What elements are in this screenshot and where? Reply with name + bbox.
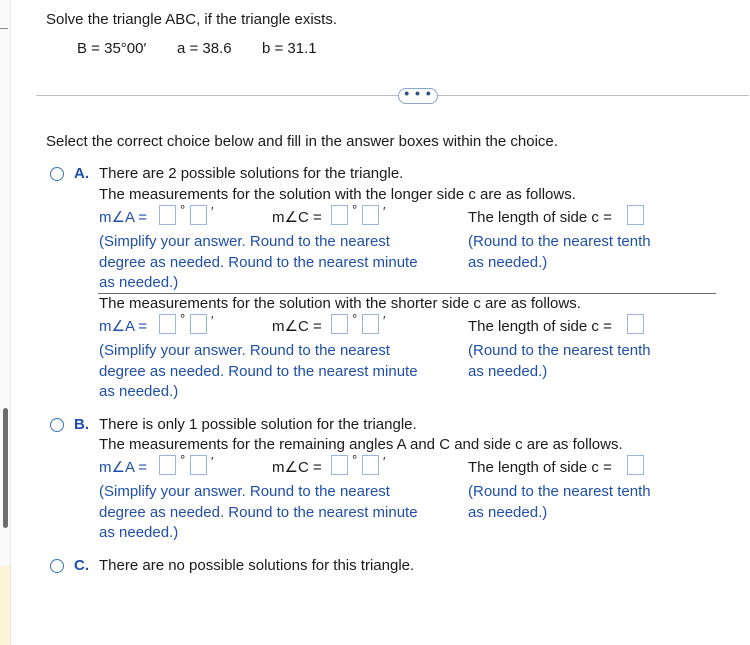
given-angle-b: B = 35°00′ (77, 40, 147, 57)
angle-hint-line3: as needed.) (99, 524, 179, 541)
choice-c-text: There are no possible solutions for this triangle. (99, 557, 415, 574)
length-hint-line2: as needed.) (468, 504, 548, 521)
choice-a-text: There are 2 possible solutions for the triangle. (99, 165, 404, 182)
a2-side-c-input[interactable] (627, 314, 644, 334)
section-divider (36, 95, 749, 96)
vertical-scrollbar[interactable] (3, 408, 8, 528)
degree-symbol: ° (352, 202, 358, 217)
ellipsis-icon: • • • (404, 85, 432, 101)
a2-angle-c-degrees-input[interactable] (331, 314, 348, 334)
degree-symbol: ° (180, 311, 186, 326)
choice-a-shorter-heading: The measurements for the solution with the shorter side c are as follows. (99, 295, 581, 312)
b-angle-c-degrees-input[interactable] (331, 455, 348, 475)
a2-angle-c-minutes-input[interactable] (362, 314, 379, 334)
angle-c-label: m∠C = (272, 318, 322, 335)
gutter-tick (0, 28, 8, 29)
angle-hint-line3: as needed.) (99, 383, 179, 400)
given-side-b: b = 31.1 (262, 40, 317, 57)
a1-angle-a-degrees-input[interactable] (159, 205, 176, 225)
length-c-label: The length of side c = (468, 209, 612, 226)
b-angle-a-degrees-input[interactable] (159, 455, 176, 475)
choice-a-letter: A. (74, 165, 89, 182)
choice-b-heading: The measurements for the remaining angles A and C and side c are as follows. (99, 436, 623, 453)
angle-hint-line3: as needed.) (99, 274, 179, 291)
b-side-c-input[interactable] (627, 455, 644, 475)
angle-a-label: m∠A = (99, 318, 148, 335)
degree-symbol: ° (180, 452, 186, 467)
length-hint-line1: (Round to the nearest tenth (468, 233, 651, 250)
gutter-highlight (0, 566, 10, 645)
length-c-label: The length of side c = (468, 459, 612, 476)
choice-c-letter: C. (74, 557, 89, 574)
a1-angle-c-minutes-input[interactable] (362, 205, 379, 225)
degree-symbol: ° (352, 311, 358, 326)
angle-hint-line1: (Simplify your answer. Round to the nearest (99, 342, 390, 359)
angle-hint-line2: degree as needed. Round to the nearest minute (99, 504, 418, 521)
choice-a-radio[interactable] (50, 167, 64, 181)
minute-symbol: ′ (211, 454, 214, 469)
select-instruction: Select the correct choice below and fill in the answer boxes within the choice. (46, 133, 558, 150)
solution-separator (98, 293, 716, 294)
choice-b-letter: B. (74, 416, 89, 433)
a1-side-c-input[interactable] (627, 205, 644, 225)
angle-c-label: m∠C = (272, 209, 322, 226)
a1-angle-c-degrees-input[interactable] (331, 205, 348, 225)
choice-b-text: There is only 1 possible solution for the triangle. (99, 416, 417, 433)
choice-a-longer-heading: The measurements for the solution with the longer side c are as follows. (99, 186, 576, 203)
length-hint-line1: (Round to the nearest tenth (468, 483, 651, 500)
angle-hint-line2: degree as needed. Round to the nearest minute (99, 363, 418, 380)
minute-symbol: ′ (383, 313, 386, 328)
b-angle-c-minutes-input[interactable] (362, 455, 379, 475)
length-c-label: The length of side c = (468, 318, 612, 335)
length-hint-line2: as needed.) (468, 363, 548, 380)
length-hint-line2: as needed.) (468, 254, 548, 271)
a1-angle-a-minutes-input[interactable] (190, 205, 207, 225)
choice-c-radio[interactable] (50, 559, 64, 573)
angle-c-label: m∠C = (272, 459, 322, 476)
angle-a-label: m∠A = (99, 209, 148, 226)
b-angle-a-minutes-input[interactable] (190, 455, 207, 475)
angle-hint-line1: (Simplify your answer. Round to the nearest (99, 483, 390, 500)
degree-symbol: ° (180, 202, 186, 217)
more-options-button[interactable] (398, 85, 438, 104)
length-hint-line1: (Round to the nearest tenth (468, 342, 651, 359)
minute-symbol: ′ (383, 454, 386, 469)
angle-hint-line1: (Simplify your answer. Round to the nearest (99, 233, 390, 250)
left-gutter (0, 0, 11, 645)
a2-angle-a-degrees-input[interactable] (159, 314, 176, 334)
given-side-a: a = 38.6 (177, 40, 232, 57)
angle-a-label: m∠A = (99, 459, 148, 476)
problem-instruction: Solve the triangle ABC, if the triangle exists. (46, 11, 337, 28)
degree-symbol: ° (352, 452, 358, 467)
minute-symbol: ′ (211, 204, 214, 219)
minute-symbol: ′ (383, 204, 386, 219)
angle-hint-line2: degree as needed. Round to the nearest minute (99, 254, 418, 271)
choice-b-radio[interactable] (50, 418, 64, 432)
minute-symbol: ′ (211, 313, 214, 328)
a2-angle-a-minutes-input[interactable] (190, 314, 207, 334)
